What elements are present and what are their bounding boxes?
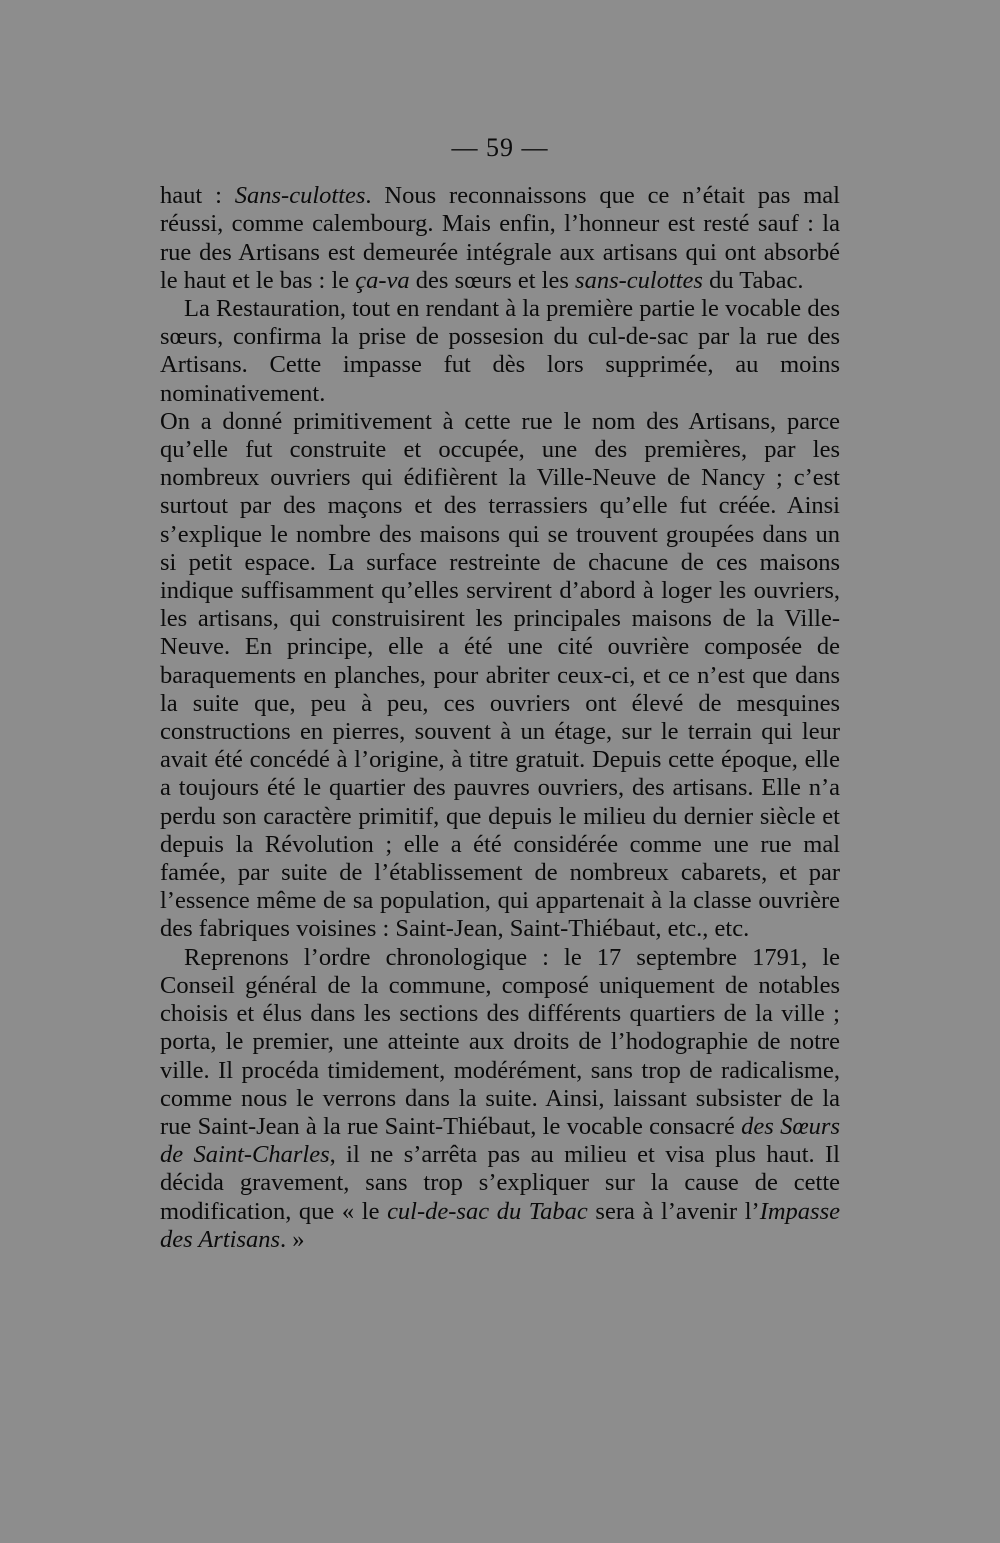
- paragraph-2: [160, 295, 840, 408]
- text-run: , il ne s’arrêta pas au milieu et visa plus haut. Il décida gravement, sans trop s’expliquer sur la cause de cette modification, que « le: [160, 1141, 840, 1225]
- paragraph-4: [160, 944, 840, 1254]
- italic-term: Sans-culottes: [234, 182, 366, 210]
- text-run: du Tabac.: [702, 266, 804, 294]
- italic-term: cul-de-sac du Tabac: [387, 1197, 588, 1225]
- text-run: sera à l’avenir l’: [587, 1197, 760, 1225]
- text-run: La Restauration, tout en rendant à la première partie le vocable des sœurs, confirma la prise de possesion du cul-de-sac par la rue des Artisans. Cette impasse fut dès lors supprimée, au moins nominativement.: [160, 295, 840, 407]
- text-run: haut :: [160, 182, 235, 210]
- italic-term: sans-culottes: [575, 266, 703, 294]
- italic-term: des Sœurs de Saint-Charles: [160, 1112, 840, 1169]
- text-run: . »: [280, 1225, 305, 1253]
- text-run: des sœurs et les: [409, 266, 576, 294]
- document-page: [160, 134, 840, 1254]
- text-run: On a donné primitivement à cette rue le nom des Artisans, parce qu’elle fut construite et occupée, une des premières, par les nombreux ouvriers qui édifièrent la Ville-Neuve de Nancy ; c’est surtout par des maçons et des terrassiers qu’elle fut créée. Ainsi s’explique le nombre des maisons qui se trouvent groupées dans un si petit espace. La surface restreinte de chacune de ces maisons indique suffisamment qu’elles servirent d’abord à loger les ouvriers, les artisans, qui construisirent les principales maisons de la Ville-Neuve. En principe, elle a été une cité ouvrière composée de baraquements en planches, pour abriter ceux-ci, et ce n’est que dans la suite que, peu à peu, ces ouvriers ont élevé de mesquines constructions en pierres, souvent à un étage, sur le terrain qui leur avait été concédé à l’origine, à titre gratuit. Depuis cette époque, elle a toujours été le quartier des pauvres ouvriers, des artisans. Elle n’a perdu son caractère primitif, que depuis le milieu du dernier siècle et depuis la Révolution ; elle a été considérée comme une rue mal famée, par suite de l’établissement de nombreux cabarets, et par l’essence même de sa population, qui appartenait à la classe ouvrière des fabriques voisines : Saint-Jean, Saint-Thiébaut, etc., etc.: [160, 407, 840, 943]
- paragraph-3: [160, 408, 840, 944]
- text-run: Reprenons l’ordre chronologique : le 17 septembre 1791, le Conseil général de la commune, composé uniquement de notables choisis et élus dans les sections des différents quartiers de la ville ; porta, le premier, une atteinte aux droits de l’hodographie de notre ville. Il procéda timidement, modérément, sans trop de radicalisme, comme nous le verrons dans la suite. Ainsi, laissant subsister de la rue Saint-Jean à la rue Saint-Thiébaut, le vocable consacré: [160, 943, 840, 1140]
- text-run: . Nous reconnaissons que ce n’était pas mal réussi, comme calembourg. Mais enfin, l’honneur est resté sauf : la rue des Artisans est demeurée intégrale aux artisans qui ont absorbé le haut et le bas : le: [160, 182, 840, 294]
- paragraph-1: [160, 182, 840, 295]
- page-number: — 59 —: [451, 133, 549, 162]
- italic-term: Impasse des Artisans: [160, 1197, 840, 1253]
- italic-term: ça-va: [355, 266, 410, 294]
